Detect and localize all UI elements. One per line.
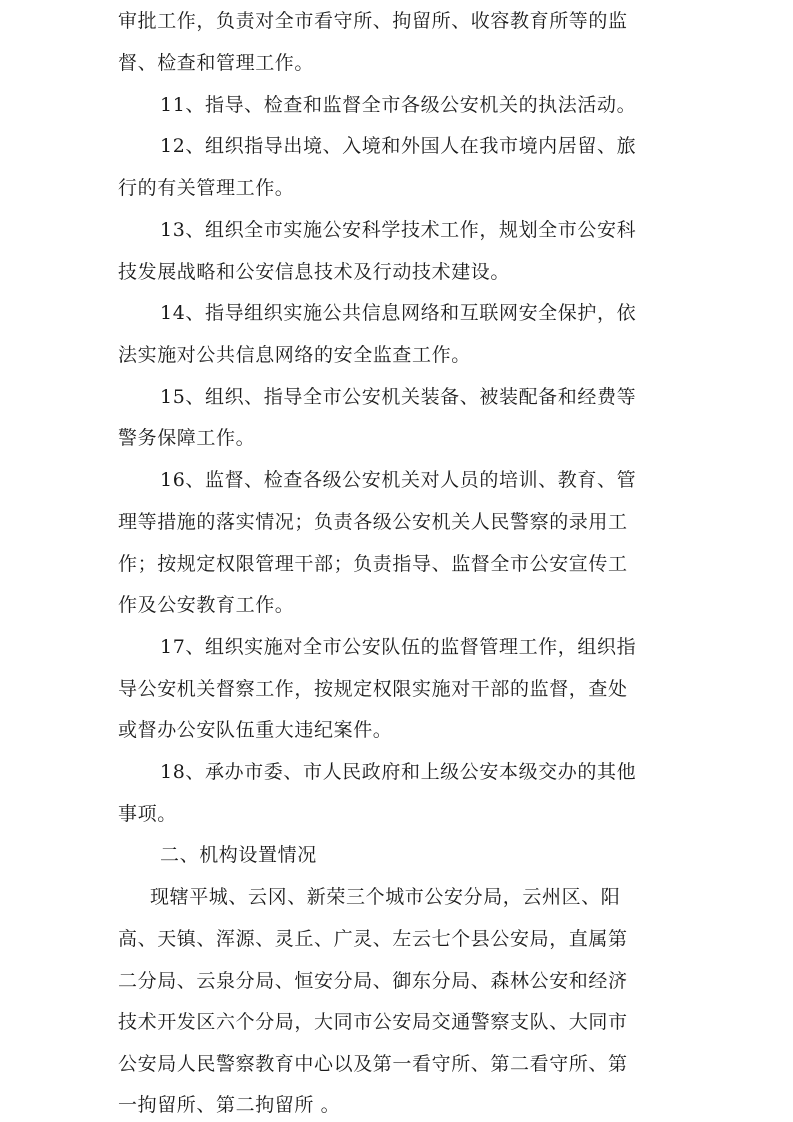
text-line: 作；按规定权限管理干部；负责指导、监督全市公安宣传工 <box>118 553 628 575</box>
text-line: 法实施对公共信息网络的安全监查工作。 <box>118 344 471 366</box>
text-line: 审批工作，负责对全市看守所、拘留所、收容教育所等的监 <box>118 10 628 32</box>
text-line: 技发展战略和公安信息技术及行动技术建设。 <box>118 261 511 283</box>
text-line: 现辖平城、云冈、新荣三个城市公安分局，云州区、阳 <box>150 886 621 908</box>
text-line: 导公安机关督察工作，按规定权限实施对干部的监督，查处 <box>118 678 628 700</box>
item-14: 14、指导组织实施公共信息网络和互联网安全保护，依 <box>160 302 637 324</box>
text-line: 理等措施的落实情况；负责各级公安机关人民警察的录用工 <box>118 511 628 533</box>
item-17: 17、组织实施对全市公安队伍的监督管理工作，组织指 <box>160 636 637 658</box>
item-12: 12、组织指导出境、入境和外国人在我市境内居留、旅 <box>160 135 637 157</box>
text-line: 督、检查和管理工作。 <box>118 52 315 74</box>
text-line: 二分局、云泉分局、恒安分局、御东分局、森林公安和经济 <box>118 970 628 992</box>
section-heading: 二、机构设置情况 <box>160 844 317 866</box>
item-16: 16、监督、检查各级公安机关对人员的培训、教育、管 <box>160 469 637 491</box>
text-line: 或督办公安队伍重大违纪案件。 <box>118 719 393 741</box>
text-line: 技术开发区六个分局，大同市公安局交通警察支队、大同市 <box>118 1011 628 1033</box>
text-line: 警务保障工作。 <box>118 427 256 449</box>
item-13: 13、组织全市实施公安科学技术工作，规划全市公安科 <box>160 219 637 241</box>
text-line: 行的有关管理工作。 <box>118 177 295 199</box>
item-15: 15、组织、指导全市公安机关装备、被装配备和经费等 <box>160 386 637 408</box>
text-line: 事项。 <box>118 803 177 825</box>
text-line: 一拘留所、第二拘留所 。 <box>118 1094 341 1116</box>
text-line: 高、天镇、浑源、灵丘、广灵、左云七个县公安局，直属第 <box>118 928 628 950</box>
text-line: 作及公安教育工作。 <box>118 594 295 616</box>
text-line: 公安局人民警察教育中心以及第一看守所、第二看守所、第 <box>118 1053 628 1075</box>
item-18: 18、承办市委、市人民政府和上级公安本级交办的其他 <box>160 761 637 783</box>
item-11: 11、指导、检查和监督全市各级公安机关的执法活动。 <box>160 94 637 116</box>
